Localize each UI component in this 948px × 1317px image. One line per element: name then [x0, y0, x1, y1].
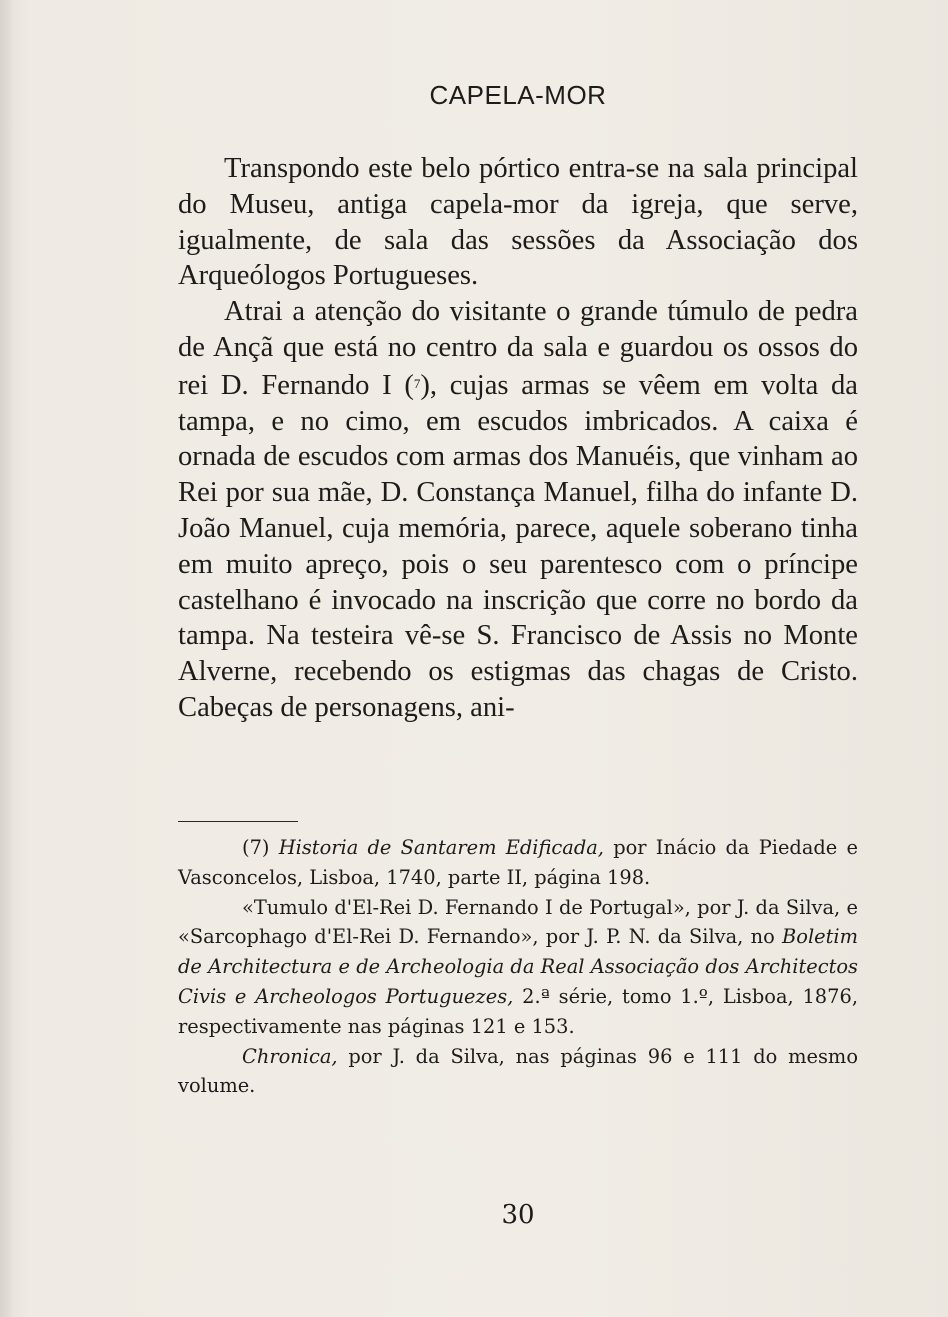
footnote-marker: (7)	[242, 836, 270, 859]
paragraph-2-part-b: ), cujas armas se vêem em volta da tampa, e no cimo, em escudos imbricados. A caixa é ornada de escudos com armas dos Manuéis, que vinham ao Rei por sua mãe, D. Constança Manuel, filha do infante D. João Manuel, cuja memória, parece, aquele soberano tinha em muito apreço, pois o seu parentesco com o príncipe castelhano é invocado na inscrição que corre no bordo da tampa. Na testeira vê-se S. Francisco de Assis no Monte Alverne, recebendo os estigmas das chagas de Cristo. Cabeças de personagens, ani-	[178, 369, 858, 723]
footnote-3-title: Chronica,	[242, 1044, 338, 1068]
main-text	[178, 151, 858, 726]
footnote-1-rest: por Inácio da Piedade e Vasconcelos, Lisboa, 1740, parte II, página 198.	[178, 836, 858, 889]
paragraph-2-part-a: Atrai a atenção do visitante o grande túmulo de pedra de Ançã que está no centro da sala e guardou os ossos do rei D. Fernando I (	[178, 296, 858, 401]
footnote-2-title: Boletim de Architectura e de Archeologia da Real Associação dos Architectos Civis e Archeologos Portuguezes,	[178, 925, 858, 1008]
footnote-reference: 7	[413, 375, 421, 391]
footnote-2-part-a: «Tumulo d'El-Rei D. Fernando I de Portugal», por J. da Silva, e «Sarcophago d'El-Rei D. Fernando», por J. P. N. da Silva, no	[178, 895, 858, 949]
page-number: 30	[501, 1200, 535, 1230]
footnote-3-rest: por J. da Silva, nas páginas 96 e 111 do mesmo volume.	[178, 1044, 858, 1098]
footnotes	[178, 833, 858, 1101]
footnote-rule	[178, 821, 298, 822]
footnote-2-part-b: 2.ª série, tomo 1.º, Lisboa, 1876, respectivamente nas páginas 121 e 153.	[178, 984, 858, 1038]
footnote-1	[178, 833, 858, 893]
footnote-2	[178, 893, 858, 1042]
page-gutter-shadow	[0, 0, 14, 1317]
footnote-1-title: Historia de Santarem Edificada,	[278, 836, 604, 859]
footnote-3	[178, 1042, 858, 1102]
paragraph-1: Transpondo este belo pórtico entra-se na sala principal do Museu, antiga capela-mor da igreja, que serve, igualmente, de sala das sessões da Associação dos Arqueólogos Portugueses.	[178, 153, 858, 292]
section-heading: CAPELA-MOR	[429, 80, 607, 110]
paragraph-2	[178, 294, 858, 726]
